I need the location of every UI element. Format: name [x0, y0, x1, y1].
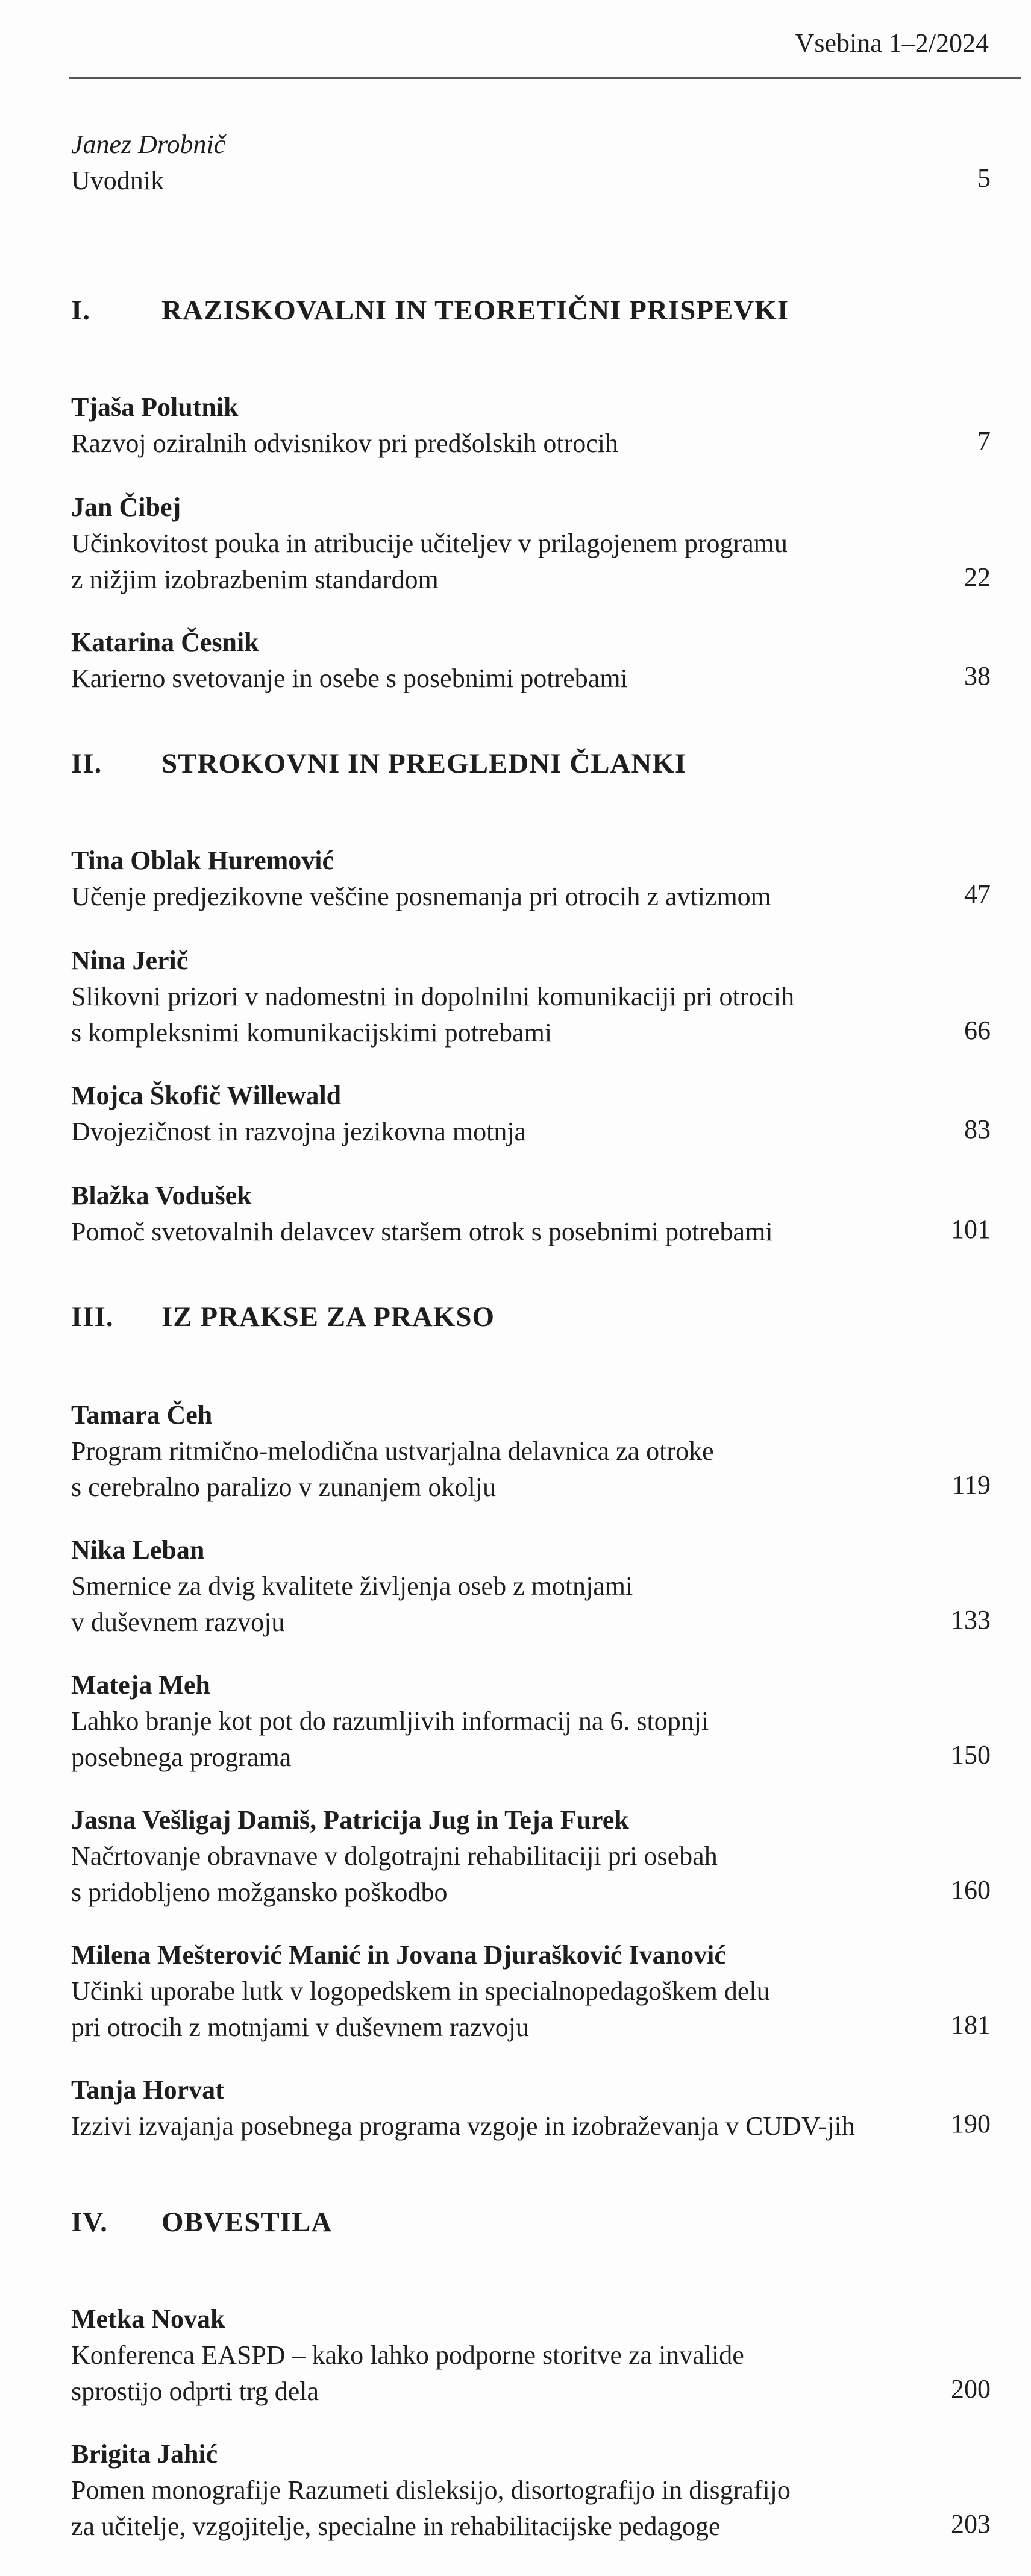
entry-title-line: Smernice za dvig kvalitete življenja oseb z motnjami — [71, 1571, 633, 1601]
entry-title-line: z nižjim izobrazbenim standardom — [71, 565, 439, 594]
entry-page-number: 101 — [951, 1214, 991, 1244]
entry-title-line: Učinki uporabe lutk v logopedskem in specialnopedagoškem delu — [71, 1976, 770, 2006]
entry-author: Mojca Škofič Willewald — [71, 1081, 342, 1110]
section-title: RAZISKOVALNI IN TEORETIČNI PRISPEVKI — [161, 295, 789, 326]
entry-title-line: sprostijo odprti trg dela — [71, 2377, 319, 2406]
entry-author: Milena Mešterović Manić in Jovana Djurašković Ivanović — [71, 1940, 726, 1970]
entry-author: Katarina Česnik — [71, 627, 259, 657]
toc-entry — [71, 1802, 915, 1911]
section-number: III. — [71, 1301, 114, 1333]
entry-title-line: s kompleksnimi komunikacijskimi potrebami — [71, 1018, 553, 1048]
entry-author: Metka Novak — [71, 2304, 225, 2334]
entry-page-number: 200 — [951, 2374, 991, 2404]
entry-page-number: 203 — [951, 2509, 991, 2539]
entry-page-number: 66 — [964, 1016, 991, 1045]
entry-author: Mateja Meh — [71, 1670, 210, 1700]
entry-author: Brigita Jahić — [71, 2439, 218, 2469]
section-heading — [71, 747, 686, 780]
entry-title-line: Program ritmično-melodična ustvarjalna delavnica za otroke — [71, 1436, 714, 1466]
entry-title-line: Lahko branje kot pot do razumljivih informacij na 6. stopnji — [71, 1706, 709, 1736]
entry-page-number: 119 — [951, 1470, 991, 1500]
entry-title-line: Pomoč svetovalnih delavcev staršem otrok s posebnimi potrebami — [71, 1217, 773, 1246]
toc-entry — [71, 489, 915, 598]
toc-entry — [71, 1078, 915, 1150]
entry-title-line: Načrtovanje obravnave v dolgotrajni rehabilitaciji pri osebah — [71, 1841, 718, 1871]
entry-title-line: s pridobljeno možgansko poškodbo — [71, 1877, 448, 1907]
entry-page-number: 38 — [964, 661, 991, 691]
entry-title-line: Učinkovitost pouka in atribucije učiteljev v prilagojenem programu — [71, 529, 788, 558]
entry-author: Blažka Vodušek — [71, 1181, 252, 1210]
entry-page-number: 47 — [964, 879, 991, 909]
entry-title-line: Razvoj oziralnih odvisnikov pri predšolskih otrocih — [71, 429, 618, 458]
entry-title-line: pri otrocih z motnjami v duševnem razvoju — [71, 2012, 530, 2042]
entry-page-number: 22 — [964, 562, 991, 592]
section-heading — [71, 294, 789, 327]
toc-entry — [71, 1532, 915, 1641]
section-title: IZ PRAKSE ZA PRAKSO — [161, 1301, 495, 1333]
entry-title: Uvodnik — [71, 166, 164, 195]
entry-title-line: za učitelje, vzgojitelje, specialne in rehabilitacijske pedagoge — [71, 2512, 721, 2541]
entry-author: Nina Jerič — [71, 946, 189, 975]
section-title: STROKOVNI IN PREGLEDNI ČLANKI — [161, 748, 687, 779]
toc-entry — [71, 2072, 915, 2144]
toc-entry — [71, 843, 915, 915]
entry-title-line: Pomen monografije Razumeti disleksijo, disortografijo in disgrafijo — [71, 2475, 791, 2505]
toc-entry — [71, 2436, 915, 2545]
toc-entry — [71, 1937, 915, 2046]
entry-title-line: Dvojezičnost in razvojna jezikovna motnja — [71, 1117, 527, 1146]
toc-entry — [71, 1667, 915, 1776]
toc-entry — [71, 1397, 915, 1506]
section-heading — [71, 1301, 495, 1333]
section-number: I. — [71, 295, 91, 326]
entry-page-number: 83 — [964, 1114, 991, 1144]
entry-page-number: 160 — [951, 1875, 991, 1905]
entry-title-line: Učenje predjezikovne veščine posnemanja pri otrocih z avtizmom — [71, 882, 771, 911]
entry-page-number: 5 — [977, 163, 991, 193]
section-title: OBVESTILA — [161, 2207, 333, 2238]
entry-author: Tamara Čeh — [71, 1400, 213, 1430]
entry-page-number: 7 — [977, 426, 991, 456]
entry-author: Janez Drobnič — [71, 130, 226, 159]
toc-entry — [71, 943, 915, 1051]
entry-page-number: 133 — [951, 1605, 991, 1635]
entry-title-line: Konferenca EASPD – kako lahko podporne storitve za invalide — [71, 2340, 744, 2370]
entry-title-line: Slikovni prizori v nadomestni in dopolnilni komunikaciji pri otrocih — [71, 982, 795, 1011]
running-header: Vsebina 1–2/2024 — [795, 28, 989, 58]
section-heading — [71, 2206, 332, 2238]
entry-author: Jan Čibej — [71, 492, 181, 522]
section-number: II. — [71, 748, 102, 779]
header-rule — [69, 77, 1021, 79]
entry-title-line: s cerebralno paralizo v zunanjem okolju — [71, 1472, 496, 1502]
entry-author: Tina Oblak Huremović — [71, 846, 334, 875]
entry-author: Tanja Horvat — [71, 2075, 224, 2105]
toc-entry — [71, 624, 915, 697]
toc-entry-intro — [71, 127, 915, 199]
entry-title-line: Izzivi izvajanja posebnega programa vzgoje in izobraževanja v CUDV-jih — [71, 2111, 855, 2141]
entry-page-number: 190 — [951, 2109, 991, 2138]
section-number: IV. — [71, 2207, 108, 2238]
entry-title-line: Karierno svetovanje in osebe s posebnimi potrebami — [71, 664, 628, 693]
entry-page-number: 181 — [951, 2010, 991, 2040]
entry-title-line: posebnega programa — [71, 1742, 292, 1772]
toc-entry — [71, 1178, 915, 1250]
entry-page-number: 150 — [951, 1740, 991, 1770]
entry-author: Tjaša Polutnik — [71, 392, 239, 422]
toc-entry — [71, 2301, 915, 2410]
entry-title-line: v duševnem razvoju — [71, 1607, 285, 1637]
entry-author: Jasna Vešligaj Damiš, Patricija Jug in Teja Furek — [71, 1805, 629, 1835]
toc-entry — [71, 389, 915, 462]
entry-author: Nika Leban — [71, 1535, 205, 1565]
